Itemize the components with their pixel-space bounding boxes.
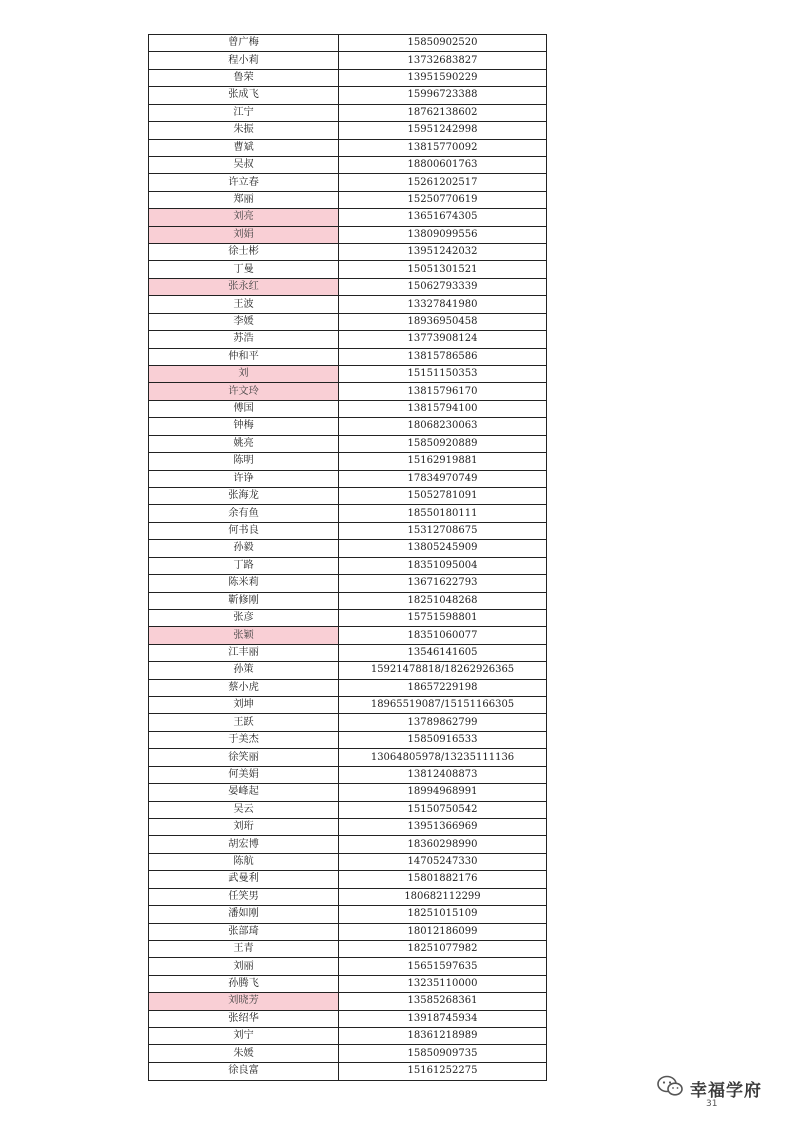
- table-row: [149, 731, 547, 748]
- name-cell: 丁曼: [149, 261, 339, 278]
- phone-cell: 15850920889: [339, 435, 547, 452]
- table-row: [149, 487, 547, 504]
- phone-cell: 18762138602: [339, 104, 547, 121]
- table-row: [149, 435, 547, 452]
- name-cell: 蔡小虎: [149, 679, 339, 696]
- table-row: [149, 906, 547, 923]
- phone-cell: 13812408873: [339, 766, 547, 783]
- name-cell: 武曼利: [149, 871, 339, 888]
- phone-cell: 13671622793: [339, 575, 547, 592]
- phone-cell: 13815794100: [339, 400, 547, 417]
- name-cell: 刘亮: [149, 209, 339, 226]
- phone-cell: 13815796170: [339, 383, 547, 400]
- phone-cell: 13815786586: [339, 348, 547, 365]
- name-cell: 许诤: [149, 470, 339, 487]
- name-cell: 刘坤: [149, 697, 339, 714]
- name-cell: 许文玲: [149, 383, 339, 400]
- phone-cell: 18657229198: [339, 679, 547, 696]
- phone-cell: 13951242032: [339, 244, 547, 261]
- phone-cell: 15951242998: [339, 122, 547, 139]
- table-row: [149, 888, 547, 905]
- phone-cell: 13732683827: [339, 52, 547, 69]
- name-cell: 晏峰起: [149, 784, 339, 801]
- table-row: [149, 644, 547, 661]
- table-row: [149, 714, 547, 731]
- name-cell: 徐笑丽: [149, 749, 339, 766]
- table-row: [149, 331, 547, 348]
- table-row: [149, 418, 547, 435]
- name-cell: 潘如刚: [149, 906, 339, 923]
- name-cell: 何书良: [149, 522, 339, 539]
- phone-cell: 13585268361: [339, 993, 547, 1010]
- table-row: [149, 609, 547, 626]
- phone-cell: 13815770092: [339, 139, 547, 156]
- phone-cell: 18351095004: [339, 557, 547, 574]
- phone-cell: 18800601763: [339, 156, 547, 173]
- table-row: [149, 470, 547, 487]
- phone-cell: 15801882176: [339, 871, 547, 888]
- name-cell: 孙策: [149, 662, 339, 679]
- table-row: [149, 749, 547, 766]
- phone-cell: 15921478818/18262926365: [339, 662, 547, 679]
- name-cell: 傅国: [149, 400, 339, 417]
- name-cell: 丁路: [149, 557, 339, 574]
- table-row: [149, 993, 547, 1010]
- phone-cell: 13918745934: [339, 1010, 547, 1027]
- name-cell: 张绍华: [149, 1010, 339, 1027]
- name-cell: 苏浩: [149, 331, 339, 348]
- phone-cell: 15850909735: [339, 1045, 547, 1062]
- name-cell: 胡宏博: [149, 836, 339, 853]
- name-cell: 曾广梅: [149, 35, 339, 52]
- table-row: [149, 1028, 547, 1045]
- contact-table: [148, 34, 547, 1081]
- name-cell: 姚亮: [149, 435, 339, 452]
- phone-cell: 18251048268: [339, 592, 547, 609]
- name-cell: 张海龙: [149, 487, 339, 504]
- name-cell: 张部琦: [149, 923, 339, 940]
- phone-cell: 15996723388: [339, 87, 547, 104]
- name-cell: 孙毅: [149, 540, 339, 557]
- name-cell: 鲁荣: [149, 69, 339, 86]
- name-cell: 程小莉: [149, 52, 339, 69]
- table-row: [149, 366, 547, 383]
- phone-cell: 15150750542: [339, 801, 547, 818]
- phone-cell: 13789862799: [339, 714, 547, 731]
- name-cell: 刘晓芳: [149, 993, 339, 1010]
- phone-cell: 15850916533: [339, 731, 547, 748]
- name-cell: 何美娟: [149, 766, 339, 783]
- name-cell: 刘宁: [149, 1028, 339, 1045]
- name-cell: 陈明: [149, 453, 339, 470]
- table-row: [149, 156, 547, 173]
- table-row: [149, 801, 547, 818]
- phone-cell: 18351060077: [339, 627, 547, 644]
- name-cell: 郑丽: [149, 191, 339, 208]
- table-row: [149, 958, 547, 975]
- phone-cell: 15051301521: [339, 261, 547, 278]
- name-cell: 张彦: [149, 609, 339, 626]
- table-row: [149, 557, 547, 574]
- phone-cell: 18965519087/15151166305: [339, 697, 547, 714]
- phone-cell: 18361218989: [339, 1028, 547, 1045]
- table-row: [149, 505, 547, 522]
- phone-cell: 13805245909: [339, 540, 547, 557]
- phone-cell: 13546141605: [339, 644, 547, 661]
- table-row: [149, 853, 547, 870]
- table-row: [149, 226, 547, 243]
- table-row: [149, 87, 547, 104]
- table-row: [149, 592, 547, 609]
- name-cell: 许立春: [149, 174, 339, 191]
- phone-cell: 13651674305: [339, 209, 547, 226]
- phone-cell: 13951590229: [339, 69, 547, 86]
- name-cell: 刘娟: [149, 226, 339, 243]
- name-cell: 于美杰: [149, 731, 339, 748]
- phone-cell: 15151150353: [339, 366, 547, 383]
- name-cell: 张颖: [149, 627, 339, 644]
- name-cell: 朱媛: [149, 1045, 339, 1062]
- table-row: [149, 679, 547, 696]
- name-cell: 钟梅: [149, 418, 339, 435]
- phone-cell: 18068230063: [339, 418, 547, 435]
- table-row: [149, 400, 547, 417]
- watermark-text: 幸福学府: [690, 1080, 762, 1101]
- phone-cell: 13327841980: [339, 296, 547, 313]
- table-row: [149, 69, 547, 86]
- table-row: [149, 697, 547, 714]
- table-row: [149, 453, 547, 470]
- phone-cell: 13064805978/13235111136: [339, 749, 547, 766]
- name-cell: 靳修刚: [149, 592, 339, 609]
- phone-cell: 14705247330: [339, 853, 547, 870]
- table-row: [149, 313, 547, 330]
- phone-cell: 15751598801: [339, 609, 547, 626]
- table-row: [149, 1062, 547, 1080]
- table-row: [149, 627, 547, 644]
- table-row: [149, 522, 547, 539]
- name-cell: 张永红: [149, 278, 339, 295]
- phone-cell: 15312708675: [339, 522, 547, 539]
- name-cell: 仲和平: [149, 348, 339, 365]
- table-row: [149, 383, 547, 400]
- phone-cell: 18360298990: [339, 836, 547, 853]
- table-row: [149, 766, 547, 783]
- phone-cell: 15250770619: [339, 191, 547, 208]
- table-row: [149, 540, 547, 557]
- phone-cell: 180682112299: [339, 888, 547, 905]
- phone-cell: 18251077982: [339, 940, 547, 957]
- phone-cell: 15062793339: [339, 278, 547, 295]
- table-row: [149, 975, 547, 992]
- table-row: [149, 278, 547, 295]
- name-cell: 孙腾飞: [149, 975, 339, 992]
- phone-cell: 18994968991: [339, 784, 547, 801]
- table-row: [149, 871, 547, 888]
- name-cell: 刘珩: [149, 818, 339, 835]
- name-cell: 李媛: [149, 313, 339, 330]
- table-row: [149, 1045, 547, 1062]
- table-row: [149, 35, 547, 52]
- phone-cell: 13235110000: [339, 975, 547, 992]
- table-row: [149, 122, 547, 139]
- table-row: [149, 244, 547, 261]
- name-cell: 吴叔: [149, 156, 339, 173]
- name-cell: 江丰丽: [149, 644, 339, 661]
- page-number: 31: [706, 1099, 718, 1109]
- name-cell: 任笑男: [149, 888, 339, 905]
- name-cell: 刘丽: [149, 958, 339, 975]
- phone-cell: 15261202517: [339, 174, 547, 191]
- phone-cell: 18012186099: [339, 923, 547, 940]
- table-row: [149, 209, 547, 226]
- name-cell: 王青: [149, 940, 339, 957]
- phone-cell: 15850902520: [339, 35, 547, 52]
- table-row: [149, 662, 547, 679]
- name-cell: 陈米莉: [149, 575, 339, 592]
- table-row: [149, 104, 547, 121]
- phone-cell: 13809099556: [339, 226, 547, 243]
- table-row: [149, 174, 547, 191]
- table-row: [149, 52, 547, 69]
- table-row: [149, 575, 547, 592]
- phone-cell: 13773908124: [339, 331, 547, 348]
- name-cell: 徐良富: [149, 1062, 339, 1080]
- name-cell: 徐士彬: [149, 244, 339, 261]
- table-row: [149, 261, 547, 278]
- phone-cell: 13951366969: [339, 818, 547, 835]
- name-cell: 王跃: [149, 714, 339, 731]
- phone-cell: 15162919881: [339, 453, 547, 470]
- table-row: [149, 139, 547, 156]
- table-row: [149, 784, 547, 801]
- name-cell: 刘: [149, 366, 339, 383]
- table-row: [149, 1010, 547, 1027]
- watermark: [656, 1074, 762, 1102]
- phone-cell: 18251015109: [339, 906, 547, 923]
- name-cell: 曹斌: [149, 139, 339, 156]
- name-cell: 余有鱼: [149, 505, 339, 522]
- contact-table-body: [149, 35, 547, 1081]
- phone-cell: 18550180111: [339, 505, 547, 522]
- name-cell: 朱振: [149, 122, 339, 139]
- table-row: [149, 818, 547, 835]
- table-row: [149, 923, 547, 940]
- table-row: [149, 940, 547, 957]
- name-cell: 吴云: [149, 801, 339, 818]
- wechat-icon: [656, 1074, 684, 1102]
- name-cell: 张成飞: [149, 87, 339, 104]
- phone-cell: 15161252275: [339, 1062, 547, 1080]
- table-row: [149, 836, 547, 853]
- table-row: [149, 348, 547, 365]
- name-cell: 陈航: [149, 853, 339, 870]
- phone-cell: 15052781091: [339, 487, 547, 504]
- phone-cell: 17834970749: [339, 470, 547, 487]
- phone-cell: 15651597635: [339, 958, 547, 975]
- table-row: [149, 296, 547, 313]
- table-row: [149, 191, 547, 208]
- name-cell: 王波: [149, 296, 339, 313]
- phone-cell: 18936950458: [339, 313, 547, 330]
- name-cell: 江宁: [149, 104, 339, 121]
